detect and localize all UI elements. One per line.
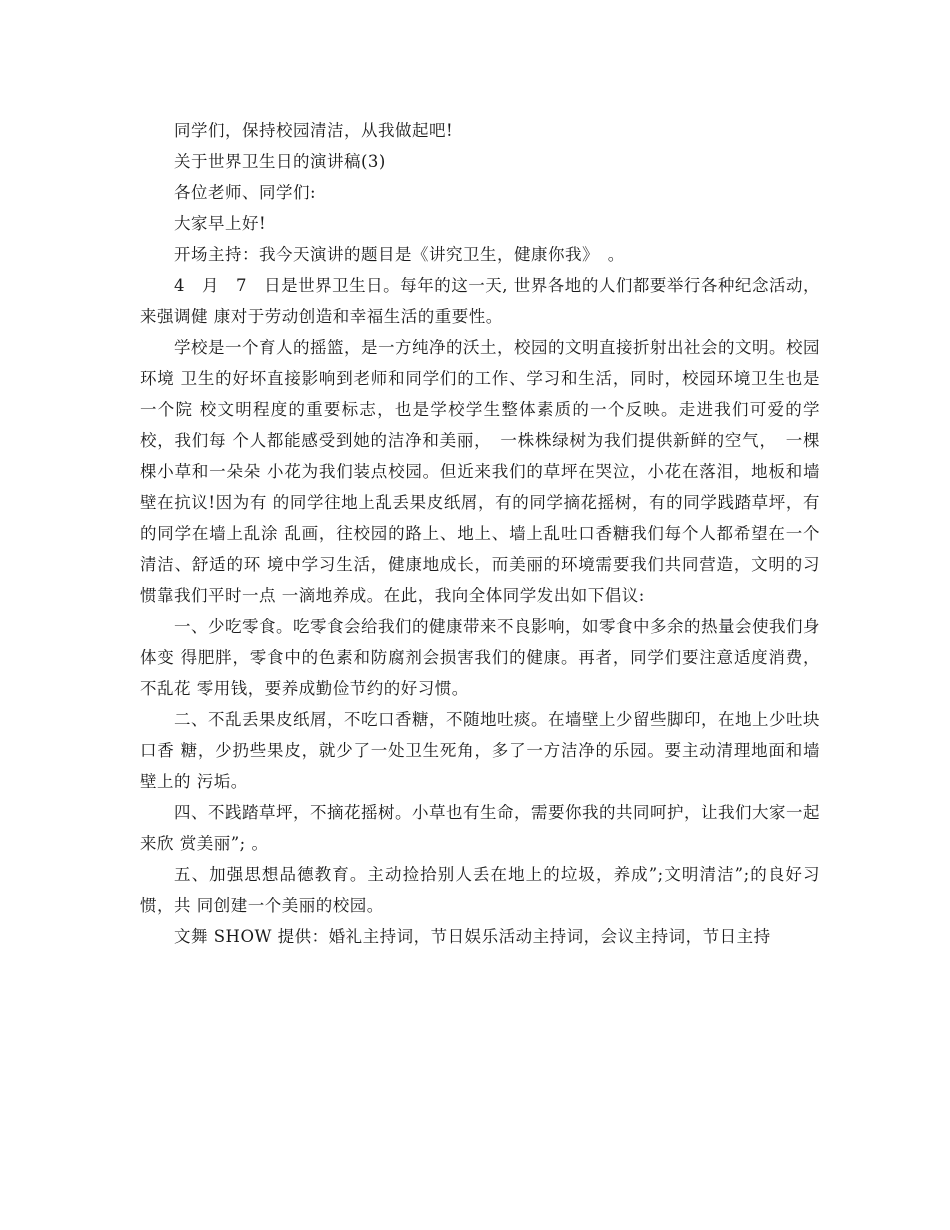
paragraph-school-environment: 学校是一个育人的摇篮，是一方纯净的沃土，校园的文明直接折射出社会的文明。校园环境 卫生的好坏直接影响到老师和同学们的工作、学习和生活，同时，校园环境卫生也是一个院 校文明程度的重要标志，也是学校学生整体素质的一个反映。走进我们可爱的学校，我们每 个人都能感受到她的洁净和美丽， 一株株绿树为我们提供新鲜的空气， 一棵棵小草和一朵朵 小花为我们装点校园。但近来我们的草坪在哭泣，小花在落泪，地板和墙壁在抗议!因为有 的同学往地上乱丢果皮纸屑，有的同学摘花摇树，有的同学践踏草坪，有的同学在墙上乱涂 乱画，往校园的路上、地上、墙上乱吐口香糖我们每个人都希望在一个清洁、舒适的环 境中学习生活，健康地成长，而美丽的环境需要我们共同营造，文明的习惯靠我们平时一点 一滴地养成。在此，我向全体同学发出如下倡议: (140, 338, 820, 605)
paragraph-closing-line: 同学们，保持校园清洁，从我做起吧! (174, 121, 454, 140)
document-body (140, 116, 820, 952)
greeting: 大家早上好! (174, 214, 267, 233)
paragraph-world-health-day: 4 月 7 日是世界卫生日。每年的这一天, 世界各地的人们都要举行各种纪念活动，来强调健 康对于劳动创造和幸福生活的重要性。 (140, 276, 820, 326)
proposal-item-2: 二、不乱丢果皮纸屑，不吃口香糖，不随地吐痰。在墙壁上少留些脚印，在地上少吐块口香 糖，少扔些果皮，就少了一处卫生死角，多了一方洁净的乐园。要主动清理地面和墙壁上的 污垢。 (140, 710, 820, 791)
proposal-item-5: 五、加强思想品德教育。主动捡拾别人丢在地上的垃圾，养成”;文明清洁”;的良好习惯，共 同创建一个美丽的校园。 (140, 865, 820, 915)
document-title: 关于世界卫生日的演讲稿(3) (174, 152, 386, 171)
proposal-item-4: 四、不践踏草坪，不摘花摇树。小草也有生命，需要你我的共同呵护，让我们大家一起来欣 赏美丽”; 。 (140, 803, 820, 853)
footer-note: 文舞 SHOW 提供：婚礼主持词，节日娱乐活动主持词，会议主持词，节日主持 (174, 927, 771, 946)
opening-line: 开场主持：我今天演讲的题目是《讲究卫生，健康你我》 。 (174, 245, 625, 264)
salutation: 各位老师、同学们: (174, 183, 317, 202)
proposal-item-1: 一、少吃零食。吃零食会给我们的健康带来不良影响，如零食中多余的热量会使我们身体变 得肥胖，零食中的色素和防腐剂会损害我们的健康。再者，同学们要注意适度消费，不乱花 零用钱，要养成勤俭节约的好习惯。 (140, 617, 820, 698)
